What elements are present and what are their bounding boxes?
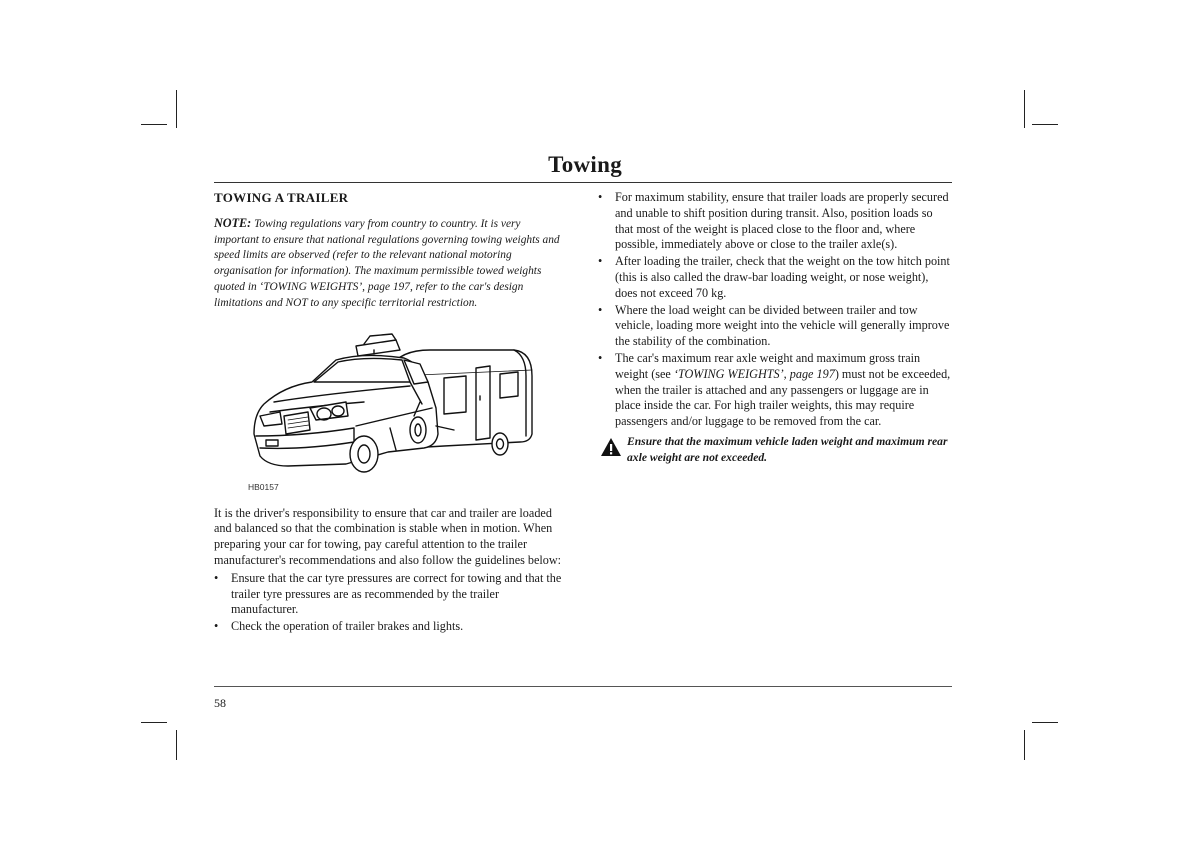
footer-rule [214, 686, 952, 687]
figure-label: HB0157 [248, 481, 279, 492]
bullet-dot-icon: • [214, 570, 219, 585]
cross-reference: ‘TOWING WEIGHTS’, page 197 [673, 366, 835, 381]
list-item-text: After loading the trailer, check that the weight on the tow hitch point (this is also called the draw-bar loading weight, or nose weight), does not exceed 70 kg. [615, 254, 950, 300]
bullet-dot-icon: • [598, 254, 603, 269]
list-item-text: Where the load weight can be divided between trailer and tow vehicle, loading more weight into the vehicle will generally improve the stability of the combination. [615, 302, 950, 349]
bullet-text-part: The car's maximum rear axle weight and maximum gross train weight (see [615, 350, 921, 381]
crop-mark-top-left-v [176, 90, 177, 128]
bullet-dot-icon: • [214, 619, 219, 634]
page-title: Towing [548, 152, 622, 177]
warning-notice [598, 434, 952, 466]
left-column [214, 190, 566, 636]
note-paragraph [214, 216, 566, 312]
warning-triangle-icon [600, 437, 622, 462]
car-towing-caravan-illustration [214, 316, 566, 506]
list-item [598, 303, 952, 350]
list-item-text: For maximum stability, ensure that trailer loads are properly secured and unable to shift position during transit. Also, position loads so that most of the weight is placed close to the floor and, where possible, immediately above or close to the trailer axle(s). [615, 190, 949, 252]
list-item [598, 190, 952, 253]
bullet-dot-icon: • [598, 302, 603, 317]
note-label: NOTE: [214, 215, 252, 230]
list-item [214, 619, 566, 635]
list-item [214, 571, 566, 618]
crop-mark-bottom-left-v [176, 730, 177, 760]
bullet-text-part: ) must not be exceeded, when the trailer is attached and any passengers or luggage are in place inside the car. For high trailer weights, this may require passengers and/or luggage to be removed from the car. [615, 366, 951, 429]
crop-mark-bottom-right-v [1024, 730, 1025, 760]
car-caravan-drawing [214, 316, 566, 496]
intro-paragraph: It is the driver's responsibility to ensure that car and trailer are loaded and balanced so that the combination is stable when in motion. When preparing your car for towing, pay careful attention to the trailer manufacturer's recommendations and also follow the guidelines below: [214, 505, 562, 567]
crop-mark-bottom-right-h [1032, 722, 1058, 723]
list-item [598, 351, 952, 430]
bullet-dot-icon: • [598, 190, 603, 204]
crop-mark-top-right-v [1024, 90, 1025, 128]
crop-mark-bottom-left-h [141, 722, 167, 723]
section-heading: TOWING A TRAILER [214, 190, 349, 205]
page-number: 58 [214, 696, 226, 710]
list-item-text [615, 351, 950, 428]
note-text: Towing regulations vary from country to country. It is very important to ensure that national regulations governing towing weights and speed limits are observed (refer to the relevant national motoring organisation for information). The maximum permissible towed weights quoted in ‘TOWING WEIGHTS’, page 197, refer to the car's design limitations and NOT to any specific territorial restriction. [214, 217, 560, 309]
list-item-text: Ensure that the car tyre pressures are correct for towing and that the trailer tyre pressures are as recommended by the trailer manufacturer. [231, 570, 562, 617]
right-column [598, 190, 952, 466]
left-bullet-list [214, 571, 566, 635]
right-bullet-list [598, 190, 952, 430]
bullet-dot-icon: • [598, 350, 603, 365]
crop-mark-top-left-h [141, 124, 167, 125]
title-rule [214, 182, 952, 183]
list-item [598, 254, 952, 301]
warning-text: Ensure that the maximum vehicle laden weight and maximum rear axle weight are not exceeded. [627, 434, 948, 464]
list-item-text: Check the operation of trailer brakes and lights. [231, 619, 464, 634]
crop-mark-top-right-h [1032, 124, 1058, 125]
